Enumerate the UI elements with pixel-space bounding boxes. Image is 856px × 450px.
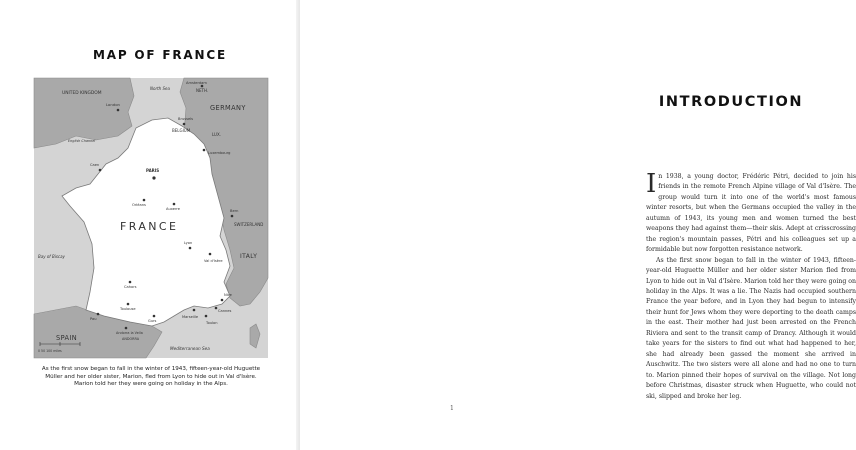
- toulouse-label: Toulouse: [120, 307, 136, 311]
- luxembourg-country-label: LUX.: [212, 132, 221, 137]
- map-caption: As the first snow began to fall in the winter of 1943, fifteen-year-old Huguette Müller and her older sister, Marion, fled from Lyon to hide out in Val d'Isère. Marion told her they were going on holiday in the Alps.: [41, 366, 261, 388]
- auxerre-label: Auxerre: [166, 207, 180, 211]
- nice-marker: [221, 299, 224, 302]
- map-svg: [34, 78, 268, 358]
- gurs-label: Gurs: [148, 319, 157, 323]
- page-number: 1: [450, 405, 454, 412]
- brussels-marker: [183, 123, 186, 126]
- andorra-country-label: ANDORRA: [122, 337, 140, 341]
- toulouse-marker: [127, 303, 130, 306]
- orleans-label: Orléans: [132, 203, 146, 207]
- gurs-marker: [153, 315, 156, 318]
- right-page: [300, 0, 856, 450]
- pau-label: Pau: [90, 317, 97, 321]
- paragraph-1: [646, 169, 856, 256]
- pau-marker: [97, 313, 100, 316]
- bern-marker: [231, 215, 234, 218]
- spain-label: SPAIN: [56, 334, 78, 342]
- cahors-marker: [129, 281, 132, 284]
- orleans-marker: [143, 199, 146, 202]
- uk-label: UNITED KINGDOM: [62, 91, 102, 96]
- caen-label: Caen: [90, 163, 100, 167]
- brussels-label: Brussels: [178, 117, 194, 121]
- paris-marker: [152, 176, 155, 179]
- left-page: [0, 0, 300, 450]
- north-sea-label: North Sea: [150, 86, 170, 91]
- introduction-body: [646, 169, 856, 402]
- cahors-label: Cahors: [124, 285, 137, 289]
- netherlands-label: NETH.: [196, 88, 209, 93]
- mediterranean-label: Mediterranean Sea: [170, 346, 210, 351]
- andorra-marker: [125, 327, 128, 330]
- drop-cap: I: [646, 169, 657, 199]
- marseille-marker: [193, 309, 196, 312]
- map-of-france: [34, 78, 268, 358]
- paris-label: PARIS: [146, 168, 160, 173]
- france-label: FRANCE: [120, 220, 179, 233]
- belgium-label: BELGIUM: [172, 128, 191, 133]
- map-title: MAP OF FRANCE: [93, 48, 227, 62]
- val-disere-label: Val d'Isère: [204, 259, 223, 263]
- scale-label: 0 50 100 miles: [38, 349, 62, 353]
- auxerre-marker: [173, 203, 176, 206]
- nice-label: Nice: [224, 293, 232, 297]
- paragraph-2: As the first snow began to fall in the winter of 1943, fifteen-year-old Huguette Müller and her older sister Marion fled from Lyon to hide out in Val d'Isère. Marion told her they were going on holiday in the Alps. It was a lie. The Nazis had occupied southern France the year before, and in Lyon they had begun to intensify their hunt for Jews whom they were deporting to the death camps in the east. Their mother had just been arrested on the French Riviera and sent to the transit camp of Drancy. Although it would take years for the sisters to find out what had happened to her, she had already been gassed the moment she arrived in Auschwitz. The two sisters were all alone and had no one to turn to. Marion pinned their hopes of survival on the village. Not long before Christmas, disaster struck when Huguette, who could not ski, slipped and broke her leg.: [646, 256, 856, 400]
- luxembourg-city-label: Luxembourg: [208, 151, 231, 155]
- luxembourg-marker: [203, 149, 206, 152]
- english-channel-label: English Channel: [68, 139, 96, 143]
- switzerland-label: SWITZERLAND: [234, 222, 264, 227]
- london-marker: [117, 109, 120, 112]
- amsterdam-label: Amsterdam: [186, 81, 207, 85]
- introduction-title: INTRODUCTION: [658, 94, 804, 110]
- bern-label: Bern: [230, 209, 239, 213]
- toulon-label: Toulon: [206, 321, 218, 325]
- andorra-city-label: Andorra la Vella: [116, 331, 143, 335]
- london-label: London: [106, 102, 120, 107]
- cannes-label: Cannes: [218, 309, 232, 313]
- germany-label: GERMANY: [210, 104, 246, 112]
- cannes-marker: [215, 307, 218, 310]
- val-disere-marker: [209, 253, 212, 256]
- italy-label: ITALY: [240, 253, 258, 260]
- lyon-marker: [189, 247, 192, 250]
- paragraph-1-text: n 1938, a young doctor, Frédéric Pétri, decided to join his friends in the remote French Alpine village of Val d'Isère. The group would turn it into one of the world's most famous winter resorts, but when the Germans occupied the valley in the autumn of 1943, its young men and women turned the best weapons they had against them—their skis. Adept at crisscrossing the region's mountain passes, Pétri and his colleagues set up a formidable but now forgotten resistance network.: [646, 173, 856, 254]
- lyon-label: Lyon: [184, 241, 193, 245]
- toulon-marker: [205, 315, 208, 318]
- marseille-label: Marseille: [182, 315, 199, 319]
- bay-of-biscay-label: Bay of Biscay: [38, 254, 65, 259]
- caen-marker: [99, 169, 102, 172]
- amsterdam-marker: [201, 85, 204, 88]
